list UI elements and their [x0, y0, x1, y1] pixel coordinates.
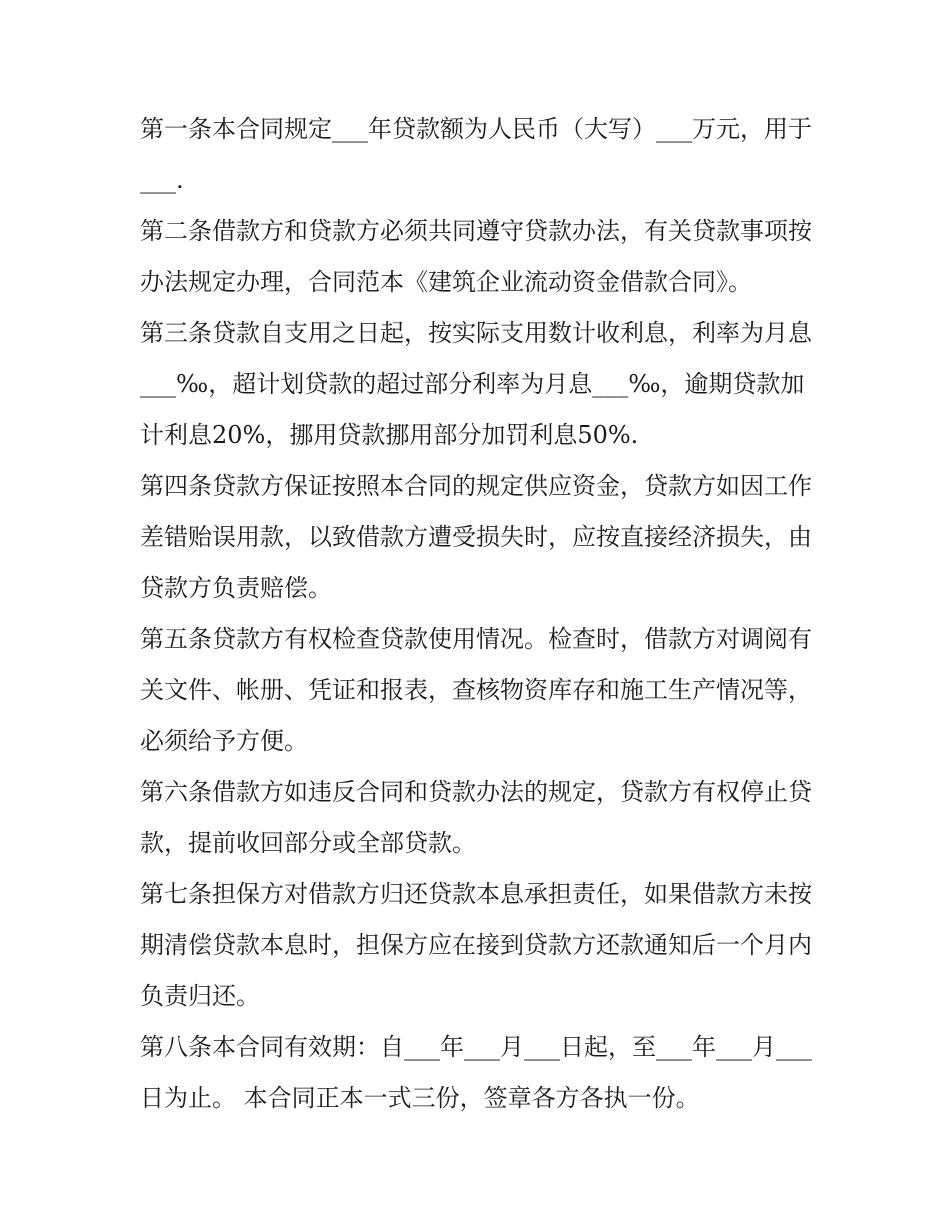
clause-4: 第四条贷款方保证按照本合同的规定供应资金，贷款方如因工作差错贻误用款，以致借款方遭受损失时，应按直接经济损失，由贷款方负责赔偿。 — [140, 472, 812, 602]
clause-2: 第二条借款方和贷款方必须共同遵守贷款办法，有关贷款事项按办法规定办理，合同范本《建筑企业流动资金借款合同》。 — [140, 217, 812, 296]
clause-5: 第五条贷款方有权检查贷款使用情况。检查时，借款方对调阅有关文件、帐册、凭证和报表，查核物资库存和施工生产情况等，必须给予方便。 — [140, 625, 812, 755]
clause-8: 第八条本合同有效期：自___年___月___日起，至___年___月___日为止。 本合同正本一式三份，签章各方各执一份。 — [140, 1033, 812, 1112]
clause-6: 第六条借款方如违反合同和贷款办法的规定，贷款方有权停止贷款，提前收回部分或全部贷款。 — [140, 778, 812, 857]
clause-7: 第七条担保方对借款方归还贷款本息承担责任，如果借款方未按期清偿贷款本息时，担保方应在接到贷款方还款通知后一个月内负责归还。 — [140, 880, 812, 1010]
clause-1: 第一条本合同规定___年贷款额为人民币（大写）___万元，用于___. — [140, 115, 812, 194]
clause-3: 第三条贷款自支用之日起，按实际支用数计收利息，利率为月息___‰，超计划贷款的超过部分利率为月息___‰，逾期贷款加计利息20%，挪用贷款挪用部分加罚利息50%. — [140, 319, 812, 449]
contract-body — [140, 104, 820, 1124]
